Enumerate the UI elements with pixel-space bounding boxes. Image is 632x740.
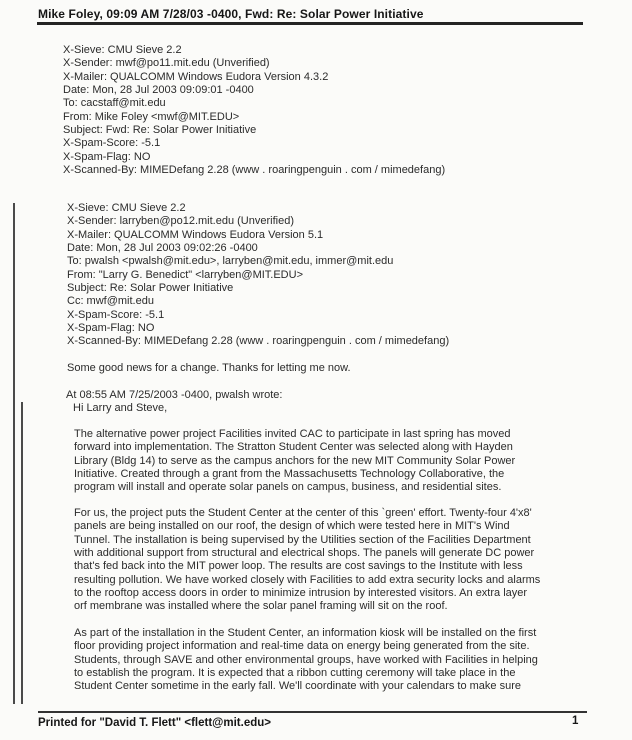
body-line: Initiative. Created through a grant from the Massachusetts Technology Collaborative, the bbox=[74, 468, 505, 481]
body-line: forward into implementation. The Stratton Student Center was selected along with Hayden bbox=[74, 441, 513, 454]
header-line: X-Spam-Score: -5.1 bbox=[63, 137, 161, 150]
header-line: X-Sieve: CMU Sieve 2.2 bbox=[67, 202, 186, 214]
header-line: X-Spam-Flag: NO bbox=[67, 322, 155, 335]
printed-for-text: Printed for "David T. Flett" <flett@mit.edu> bbox=[38, 717, 271, 729]
title-underline bbox=[37, 22, 583, 25]
body-line: Library (Bldg 14) to serve as the campus anchors for the new MIT Community Solar Power bbox=[74, 454, 516, 467]
body-line: that's fed back into the MIT power loop. The results are cost savings to the Institute with less bbox=[74, 560, 523, 573]
body-line: The alternative power project Facilities invited CAC to participate in last spring has moved bbox=[74, 428, 511, 440]
header-line: X-Spam-Flag: NO bbox=[63, 150, 151, 163]
body-line: with additional support from structural and electrical shops. The panels will generate DC power bbox=[74, 547, 535, 560]
header-line: X-Sender: larryben@po12.mit.edu (Unverified) bbox=[67, 215, 294, 228]
quote-attribution-line: At 08:55 AM 7/25/2003 -0400, pwalsh wrote: bbox=[66, 389, 283, 401]
body-line: orf membrane was installed where the solar panel framing will sit on the roof. bbox=[74, 600, 448, 613]
page-title: Mike Foley, 09:09 AM 7/28/03 -0400, Fwd: Re: Solar Power Initiative bbox=[38, 7, 424, 21]
body-paragraph-1 bbox=[74, 428, 515, 495]
footer-divider bbox=[38, 711, 587, 713]
email-headers-outer bbox=[63, 44, 445, 177]
body-line: program will install and operate solar panels on campus, business, and residential sites. bbox=[74, 481, 502, 494]
email-headers-quoted bbox=[67, 202, 449, 349]
quote-bar-level-2 bbox=[21, 402, 23, 704]
body-line: resulting pollution. We have worked closely with Facilities to add extra security locks and alarms bbox=[74, 573, 541, 586]
header-line: Subject: Re: Solar Power Initiative bbox=[67, 282, 234, 295]
header-line: From: "Larry G. Benedict" <larryben@MIT.EDU> bbox=[67, 268, 303, 281]
header-line: X-Spam-Score: -5.1 bbox=[67, 308, 165, 321]
header-line: To: cacstaff@mit.edu bbox=[63, 97, 166, 110]
header-line: X-Scanned-By: MIMEDefang 2.28 (www . roaringpenguin . com / mimedefang) bbox=[63, 164, 446, 177]
header-line: X-Mailer: QUALCOMM Windows Eudora Version 5.1 bbox=[67, 228, 324, 241]
quote-bar-level-1 bbox=[13, 203, 15, 704]
body-line: Student Center sometime in the early fall. We'll coordinate with your calendars to make sure bbox=[74, 680, 521, 693]
body-intro-line: Some good news for a change. Thanks for letting me now. bbox=[67, 362, 351, 374]
header-line: Date: Mon, 28 Jul 2003 09:02:26 -0400 bbox=[67, 242, 258, 255]
body-paragraph-3 bbox=[74, 627, 538, 694]
header-line: Cc: mwf@mit.edu bbox=[67, 295, 154, 308]
body-line: Tunnel. The installation is being supervised by the Utilities section of the Facilities Department bbox=[74, 533, 531, 546]
header-line: From: Mike Foley <mwf@MIT.EDU> bbox=[63, 110, 240, 123]
page-number: 1 bbox=[572, 715, 579, 727]
body-line: to the rooftop access doors in order to minimize intrusion by interested visitors. An extra layer bbox=[74, 587, 528, 600]
body-line: As part of the installation in the Student Center, an information kiosk will be installed on the first bbox=[74, 627, 537, 639]
body-line: panels are being installed on our roof, the design of which were tested here in MIT's Wind bbox=[74, 520, 510, 533]
body-line: For us, the project puts the Student Center at the center of this `green' effort. Twenty-four 4'x8' bbox=[74, 507, 532, 519]
body-line: floor providing project information and real-time data on energy being generated from the site. bbox=[74, 640, 530, 653]
header-line: X-Mailer: QUALCOMM Windows Eudora Version 4.3.2 bbox=[63, 70, 329, 83]
header-line: Subject: Fwd: Re: Solar Power Initiative bbox=[63, 124, 257, 137]
header-line: Date: Mon, 28 Jul 2003 09:09:01 -0400 bbox=[63, 84, 254, 97]
header-line: To: pwalsh <pwalsh@mit.edu>, larryben@mit.edu, immer@mit.edu bbox=[67, 255, 394, 268]
body-paragraph-2 bbox=[74, 507, 540, 614]
header-line: X-Scanned-By: MIMEDefang 2.28 (www . roaringpenguin . com / mimedefang) bbox=[67, 335, 450, 348]
header-line: X-Sender: mwf@po11.mit.edu (Unverified) bbox=[63, 57, 270, 70]
body-line: to establish the program. It is expected that a ribbon cutting ceremony will take place in the bbox=[74, 667, 516, 680]
header-line: X-Sieve: CMU Sieve 2.2 bbox=[63, 44, 182, 56]
greeting-line: Hi Larry and Steve, bbox=[73, 402, 168, 414]
body-line: Students, through SAVE and other environmental groups, have worked with Facilities in helping bbox=[74, 653, 538, 666]
